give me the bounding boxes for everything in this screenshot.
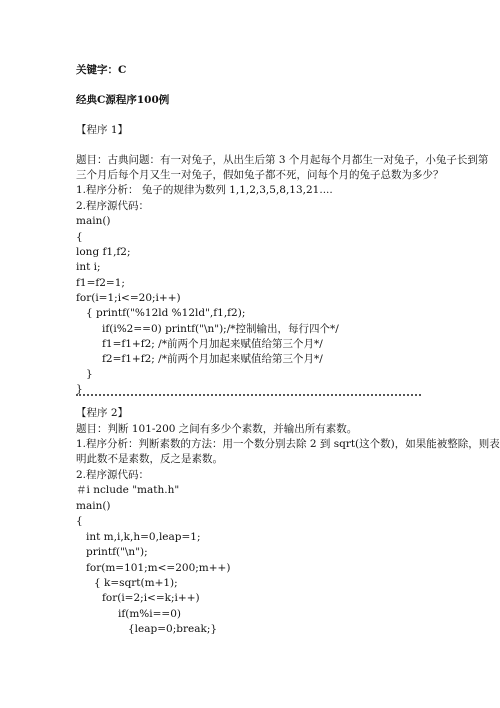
program1-analysis: 1.程序分析： 兔子的规律为数列 1,1,2,3,5,8,13,21.... — [76, 184, 333, 196]
code-line: int i; — [76, 261, 101, 273]
document-title: 经典C源程序100例 — [76, 94, 170, 106]
code-line: { — [76, 231, 83, 243]
code-line: if(m%i==0) — [118, 608, 182, 620]
code-line: {leap=0;break;} — [128, 623, 218, 635]
code-line: { k=sqrt(m+1); — [94, 577, 178, 589]
code-line: } — [86, 368, 93, 380]
code-line: long f1,f2; — [76, 246, 131, 258]
keyword-line: 关键字：C — [76, 64, 127, 76]
code-line: main() — [76, 500, 111, 512]
program1-problem-line1: 题目：古典问题：有一对兔子，从出生后第 3 个月起每个月都生一对兔子，小兔子长到第 — [76, 154, 489, 166]
code-line: printf("\n"); — [86, 546, 148, 558]
code-line: { printf("%12ld %12ld",f1,f2); — [86, 307, 246, 319]
code-line: for(m=101;m<=200;m++) — [86, 562, 231, 574]
code-line: f1=f1+f2; /*前两个月加起来赋值给第三个月*/ — [102, 338, 323, 350]
code-line: int m,i,k,h=0,leap=1; — [86, 531, 201, 543]
code-line: { — [76, 515, 83, 527]
program2-heading: 【程序 2】 — [76, 407, 129, 419]
program2-analysis-line2: 明此数不是素数，反之是素数。 — [76, 453, 223, 465]
section-separator — [76, 394, 421, 396]
code-line: main() — [76, 215, 111, 227]
program1-heading: 【程序 1】 — [76, 124, 129, 136]
code-line: for(i=2;i<=k;i++) — [102, 592, 200, 604]
code-line: if(i%2==0) printf("\n");/*控制输出，每行四个*/ — [102, 323, 339, 335]
code-line: } — [76, 383, 83, 395]
program1-problem-line2: 三个月后每个月又生一对兔子，假如兔子都不死，问每个月的兔子总数为多少？ — [76, 169, 444, 181]
code-line: f1=f2=1; — [76, 277, 125, 289]
program2-source-label: 2.程序源代码： — [76, 469, 150, 481]
program2-analysis-line1: 1.程序分析：判断素数的方法：用一个数分别去除 2 到 sqrt(这个数)，如果能被整除，则表 — [76, 438, 500, 450]
code-line: for(i=1;i<=20;i++) — [76, 292, 181, 304]
code-line: f2=f1+f2; /*前两个月加起来赋值给第三个月*/ — [102, 353, 323, 365]
program1-source-label: 2.程序源代码： — [76, 200, 150, 212]
code-line: ＃i nclude "math.h" — [76, 484, 180, 496]
program2-problem: 题目：判断 101-200 之间有多少个素数，并输出所有素数。 — [76, 423, 358, 435]
